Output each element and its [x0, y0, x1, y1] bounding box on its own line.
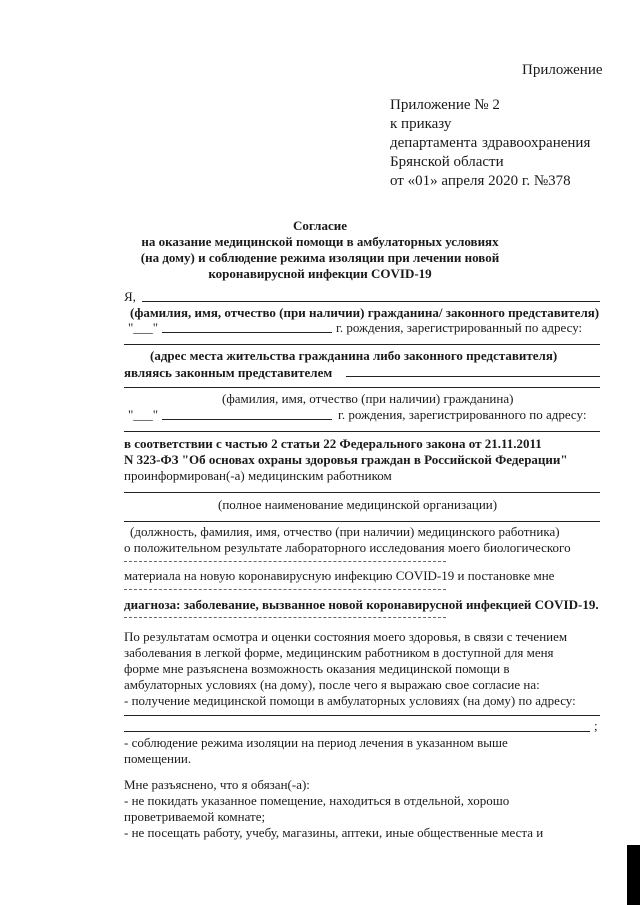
birth-reg-1: г. рождения, зарегистрированный по адресу:	[336, 320, 583, 335]
hint-address: (адрес места жительства гражданина либо законного представителя)	[150, 348, 558, 363]
hint-worker: (должность, фамилия, имя, отчество (при наличии) медицинского работника)	[130, 524, 560, 539]
law-line-3: проинформирован(-а) медицинским работником	[124, 468, 392, 483]
department-word-2: здравоохранения	[482, 135, 591, 151]
law-line-2: N 323-ФЗ "Об основах охраны здоровья граждан в Российской Федерации"	[124, 452, 568, 467]
title-consent: Согласие	[293, 218, 347, 233]
result-line: о положительном результате лабораторного исследования моего биологического	[124, 540, 571, 555]
ya-label: Я,	[124, 289, 136, 304]
quote-2: "___"	[128, 407, 159, 422]
title-line-2: на оказание медицинской помощи в амбулаторных условиях	[141, 234, 499, 249]
citizen-address-field[interactable]	[124, 431, 600, 432]
home-address-field-2[interactable]	[124, 731, 590, 732]
diagnosis-line: диагноза: заболевание, вызванное новой коронавирусной инфекцией COVID-19.	[124, 597, 599, 612]
duty-2-line-1: - не посещать работу, учебу, магазины, аптеки, иные общественные места и	[124, 825, 544, 840]
bullet-isolation-line-1: - соблюдение режима изоляции на период лечения в указанном выше	[124, 735, 508, 750]
hint-fio-citizen: (фамилия, имя, отчество (при наличии) гражданина)	[222, 391, 514, 406]
birth-year-field-1[interactable]	[162, 332, 332, 333]
address-field-line[interactable]	[124, 344, 600, 345]
department-word-1: департамента	[390, 135, 478, 151]
legal-rep-label: являясь законным представителем	[124, 365, 333, 380]
scan-edge-marker	[627, 845, 640, 905]
home-address-field-1[interactable]	[124, 715, 600, 716]
region: Брянской области	[390, 154, 504, 170]
explained-heading: Мне разъяснено, что я обязан(-а):	[124, 777, 310, 792]
fio-field-line[interactable]	[142, 301, 600, 302]
title-line-4: коронавирусной инфекции COVID-19	[208, 266, 432, 281]
bullet-isolation-line-2: помещении.	[124, 751, 192, 766]
diagnosis-dashed-line	[124, 617, 446, 618]
org-field-line[interactable]	[124, 492, 600, 493]
hint-org: (полное наименование медицинской организации)	[218, 497, 498, 512]
worker-field-line[interactable]	[124, 521, 600, 522]
para1-line-2: заболевания в легкой форме, медицинским работником в доступной для меня	[124, 645, 554, 660]
duty-1-line-2: проветриваемой комнате;	[124, 809, 266, 824]
law-line-1: в соответствии с частью 2 статьи 22 Федерального закона от 21.11.2011	[124, 436, 542, 451]
bullet-medical-help: - получение медицинской помощи в амбулаторных условиях (на дому) по адресу:	[124, 693, 576, 708]
birth-reg-2: г. рождения, зарегистрированного по адресу:	[338, 407, 587, 422]
material-line: материала на новую коронавирусную инфекцию COVID-19 и постановке мне	[124, 568, 555, 583]
para1-line-4: амбулаторных условиях (на дому), после чего я выражаю свое согласие на:	[124, 677, 540, 692]
hint-fio: (фамилия, имя, отчество (при наличии) гражданина/ законного представителя)	[130, 305, 600, 320]
material-dashed-line	[124, 589, 446, 590]
legal-rep-field[interactable]	[346, 376, 600, 377]
order-number: Приложение № 2	[390, 97, 500, 113]
citizen-fio-field[interactable]	[124, 387, 600, 388]
title-line-3: (на дому) и соблюдение режима изоляции при лечении новой	[140, 250, 500, 265]
para1-line-1: По результатам осмотра и оценки состояния моего здоровья, в связи с течением	[124, 629, 568, 644]
duty-1-line-1: - не покидать указанное помещение, находиться в отдельной, хорошо	[124, 793, 510, 808]
semicolon: ;	[594, 718, 598, 733]
birth-year-field-2[interactable]	[162, 419, 332, 420]
order-date: от «01» апреля 2020 г. №378	[390, 173, 571, 189]
quote-1: "___"	[128, 320, 159, 335]
appendix-label: Приложение	[522, 62, 603, 78]
order-ref: к приказу	[390, 116, 452, 132]
para1-line-3: форме мне разъяснена возможность оказания медицинской помощи в	[124, 661, 510, 676]
result-dashed-line	[124, 561, 446, 562]
